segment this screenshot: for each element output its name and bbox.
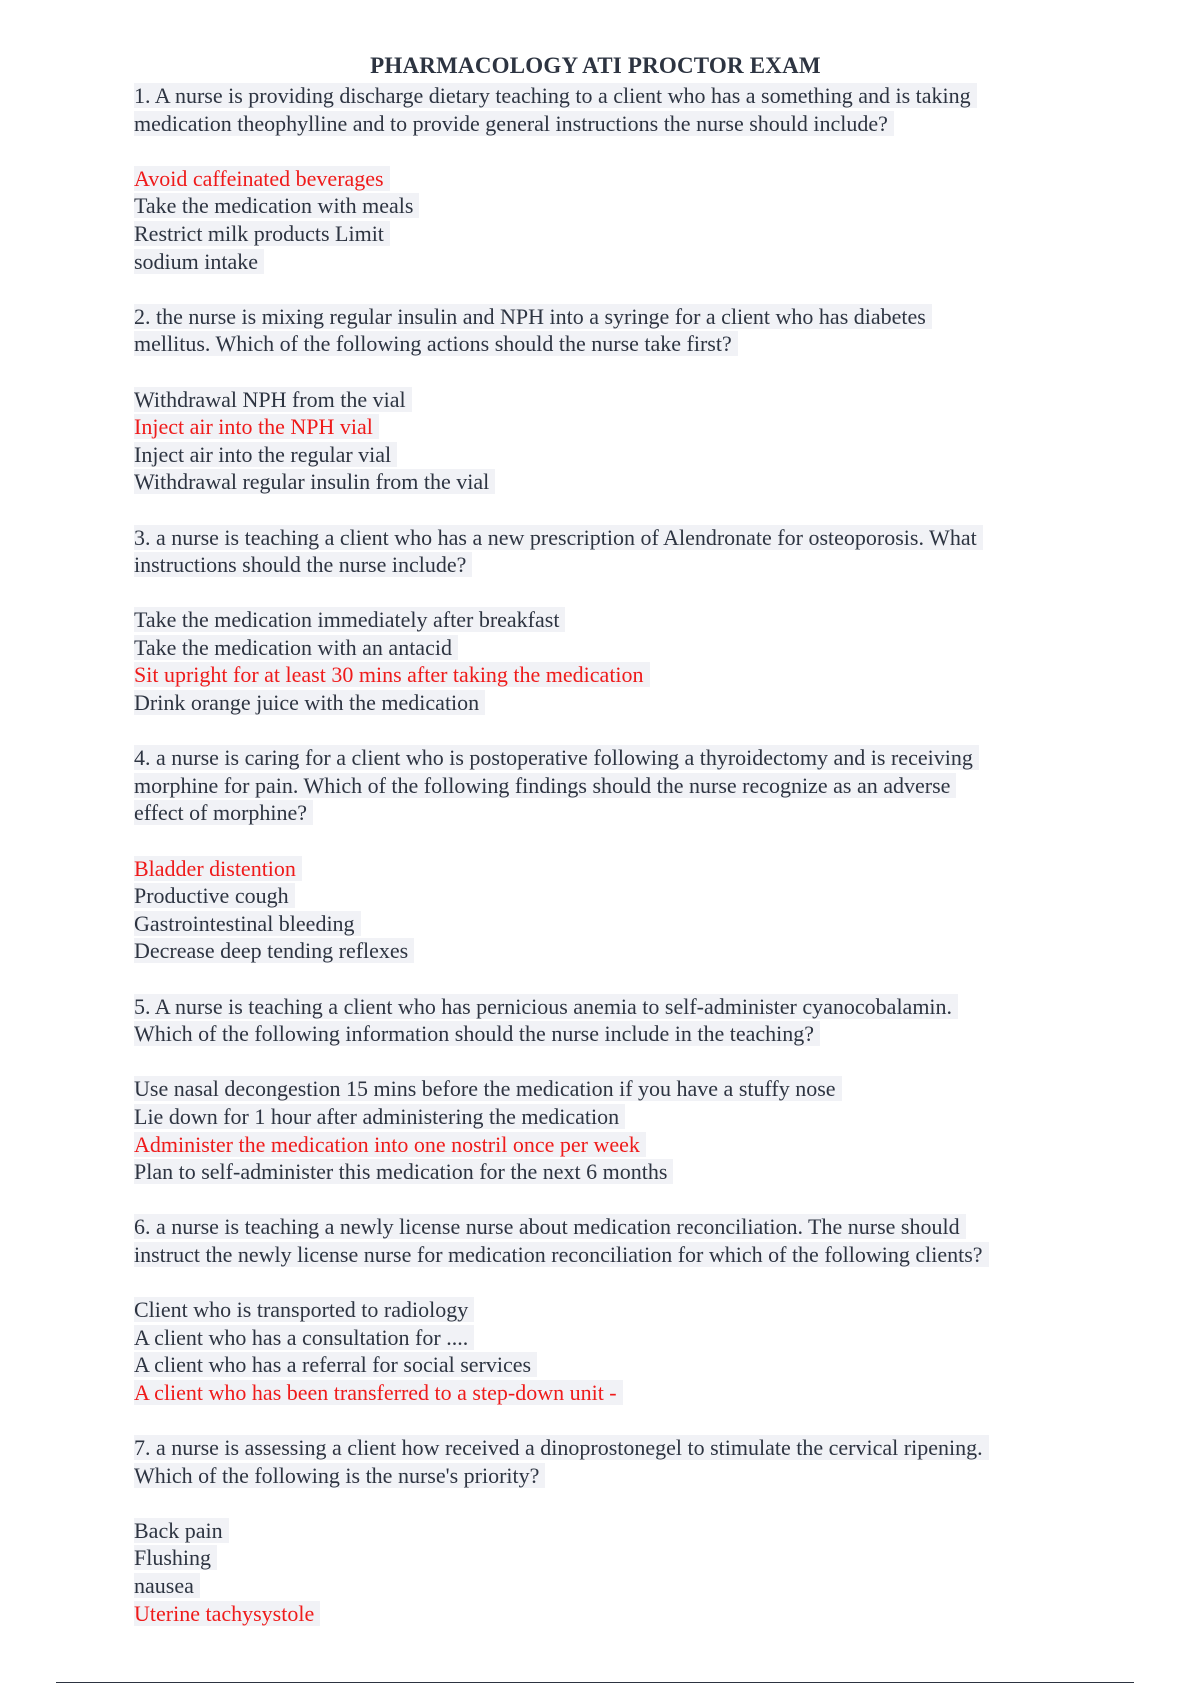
question-spacer — [134, 496, 1094, 524]
question-block — [134, 303, 1094, 524]
question-spacer — [134, 1407, 1094, 1435]
question-text-line — [134, 1462, 1094, 1490]
question-text-line — [134, 524, 1094, 552]
answer-option-text: Lie down for 1 hour after administering the medication — [134, 1104, 625, 1129]
answer-option — [134, 220, 1094, 248]
question-text: instruct the newly license nurse for medication reconciliation for which of the following clients? — [134, 1242, 989, 1267]
question-block — [134, 993, 1094, 1214]
answer-option — [134, 1572, 1094, 1600]
question-spacer — [134, 717, 1094, 745]
answer-option — [134, 192, 1094, 220]
answer-option-text: Inject air into the NPH vial — [134, 414, 379, 439]
answer-option — [134, 1544, 1094, 1572]
answer-option-text: Bladder distention — [134, 856, 302, 881]
answer-option — [134, 882, 1094, 910]
question-spacer — [134, 1048, 1094, 1076]
question-text: instructions should the nurse include? — [134, 552, 472, 577]
question-text-line — [134, 799, 1094, 827]
answer-option-correct — [134, 165, 1094, 193]
question-spacer — [134, 137, 1094, 165]
answer-option-text: Withdrawal regular insulin from the vial — [134, 469, 495, 494]
question-text: 1. A nurse is providing discharge dietary teaching to a client who has a something and is taking — [134, 83, 977, 108]
answer-option-text: Uterine tachysystole — [134, 1601, 320, 1626]
answer-option-correct — [134, 1600, 1094, 1628]
question-text-line — [134, 1241, 1094, 1269]
answer-option — [134, 606, 1094, 634]
answer-option-text: Sit upright for at least 30 mins after taking the medication — [134, 662, 650, 687]
answer-option-text: A client who has a consultation for .... — [134, 1325, 474, 1350]
answer-option-correct — [134, 661, 1094, 689]
answer-option — [134, 1351, 1094, 1379]
question-text-line — [134, 744, 1094, 772]
question-text: effect of morphine? — [134, 800, 313, 825]
question-block — [134, 82, 1094, 303]
question-list — [134, 82, 1094, 1627]
question-text: 6. a nurse is teaching a newly license nurse about medication reconciliation. The nurse should — [134, 1214, 966, 1239]
question-text-line — [134, 1020, 1094, 1048]
question-text: morphine for pain. Which of the following findings should the nurse recognize as an adverse — [134, 773, 956, 798]
question-spacer — [134, 827, 1094, 855]
answer-option-text: Withdrawal NPH from the vial — [134, 387, 412, 412]
question-text-line — [134, 1213, 1094, 1241]
question-text-line — [134, 551, 1094, 579]
answer-option-text: A client who has been transferred to a step-down unit - — [134, 1380, 623, 1405]
document-title: PHARMACOLOGY ATI PROCTOR EXAM — [370, 53, 821, 78]
answer-option-correct — [134, 855, 1094, 883]
question-spacer — [134, 579, 1094, 607]
footer-divider — [56, 1682, 1134, 1683]
answer-option-text: Client who is transported to radiology — [134, 1297, 474, 1322]
answer-option — [134, 1103, 1094, 1131]
answer-option-text: Drink orange juice with the medication — [134, 690, 485, 715]
answer-option — [134, 634, 1094, 662]
answer-option — [134, 1075, 1094, 1103]
answer-option-text: Productive cough — [134, 883, 295, 908]
answer-option-text: A client who has a referral for social services — [134, 1352, 537, 1377]
question-text: 5. A nurse is teaching a client who has pernicious anemia to self-administer cyanocobalamin. — [134, 994, 958, 1019]
answer-option — [134, 689, 1094, 717]
question-text-line — [134, 993, 1094, 1021]
question-text-line — [134, 772, 1094, 800]
question-spacer — [134, 1186, 1094, 1214]
question-text-line — [134, 330, 1094, 358]
answer-option — [134, 468, 1094, 496]
question-text: 4. a nurse is caring for a client who is postoperative following a thyroidectomy and is receiving — [134, 745, 979, 770]
answer-option-text: Avoid caffeinated beverages — [134, 166, 390, 191]
answer-option — [134, 1324, 1094, 1352]
answer-option-correct — [134, 1379, 1094, 1407]
answer-option-text: Decrease deep tending reflexes — [134, 938, 414, 963]
question-text-line — [134, 1434, 1094, 1462]
answer-option-text: Gastrointestinal bleeding — [134, 911, 361, 936]
question-block — [134, 744, 1094, 992]
question-spacer — [134, 1489, 1094, 1517]
answer-option-text: Take the medication with meals — [134, 193, 419, 218]
question-block — [134, 524, 1094, 745]
answer-option-text: Take the medication immediately after breakfast — [134, 607, 565, 632]
answer-option — [134, 910, 1094, 938]
answer-option-text: Flushing — [134, 1545, 217, 1570]
answer-option — [134, 1296, 1094, 1324]
question-spacer — [134, 358, 1094, 386]
answer-option-text: nausea — [134, 1573, 200, 1598]
answer-option-correct — [134, 1131, 1094, 1159]
answer-option — [134, 248, 1094, 276]
question-text-line — [134, 303, 1094, 331]
answer-option-text: Use nasal decongestion 15 mins before the medication if you have a stuffy nose — [134, 1076, 842, 1101]
question-text: Which of the following is the nurse's priority? — [134, 1463, 545, 1488]
question-spacer — [134, 275, 1094, 303]
answer-option-text: sodium intake — [134, 249, 264, 274]
answer-option — [134, 1517, 1094, 1545]
answer-option — [134, 441, 1094, 469]
question-block — [134, 1213, 1094, 1434]
question-text: 2. the nurse is mixing regular insulin and NPH into a syringe for a client who has diabetes — [134, 304, 932, 329]
question-text: medication theophylline and to provide general instructions the nurse should include? — [134, 111, 894, 136]
question-spacer — [134, 1269, 1094, 1297]
answer-option-text: Restrict milk products Limit — [134, 221, 390, 246]
question-text-line — [134, 82, 1094, 110]
question-block — [134, 1434, 1094, 1627]
question-spacer — [134, 965, 1094, 993]
answer-option-text: Take the medication with an antacid — [134, 635, 458, 660]
question-text: 7. a nurse is assessing a client how received a dinoprostonegel to stimulate the cervical ripening. — [134, 1435, 989, 1460]
answer-option — [134, 937, 1094, 965]
answer-option — [134, 386, 1094, 414]
question-text-line — [134, 110, 1094, 138]
question-text: 3. a nurse is teaching a client who has a new prescription of Alendronate for osteoporosis. What — [134, 525, 983, 550]
answer-option-text: Plan to self-administer this medication for the next 6 months — [134, 1159, 673, 1184]
answer-option-text: Back pain — [134, 1518, 229, 1543]
question-text: mellitus. Which of the following actions should the nurse take first? — [134, 331, 738, 356]
answer-option-correct — [134, 413, 1094, 441]
answer-option — [134, 1158, 1094, 1186]
question-text: Which of the following information should the nurse include in the teaching? — [134, 1021, 820, 1046]
answer-option-text: Administer the medication into one nostril once per week — [134, 1132, 646, 1157]
answer-option-text: Inject air into the regular vial — [134, 442, 397, 467]
